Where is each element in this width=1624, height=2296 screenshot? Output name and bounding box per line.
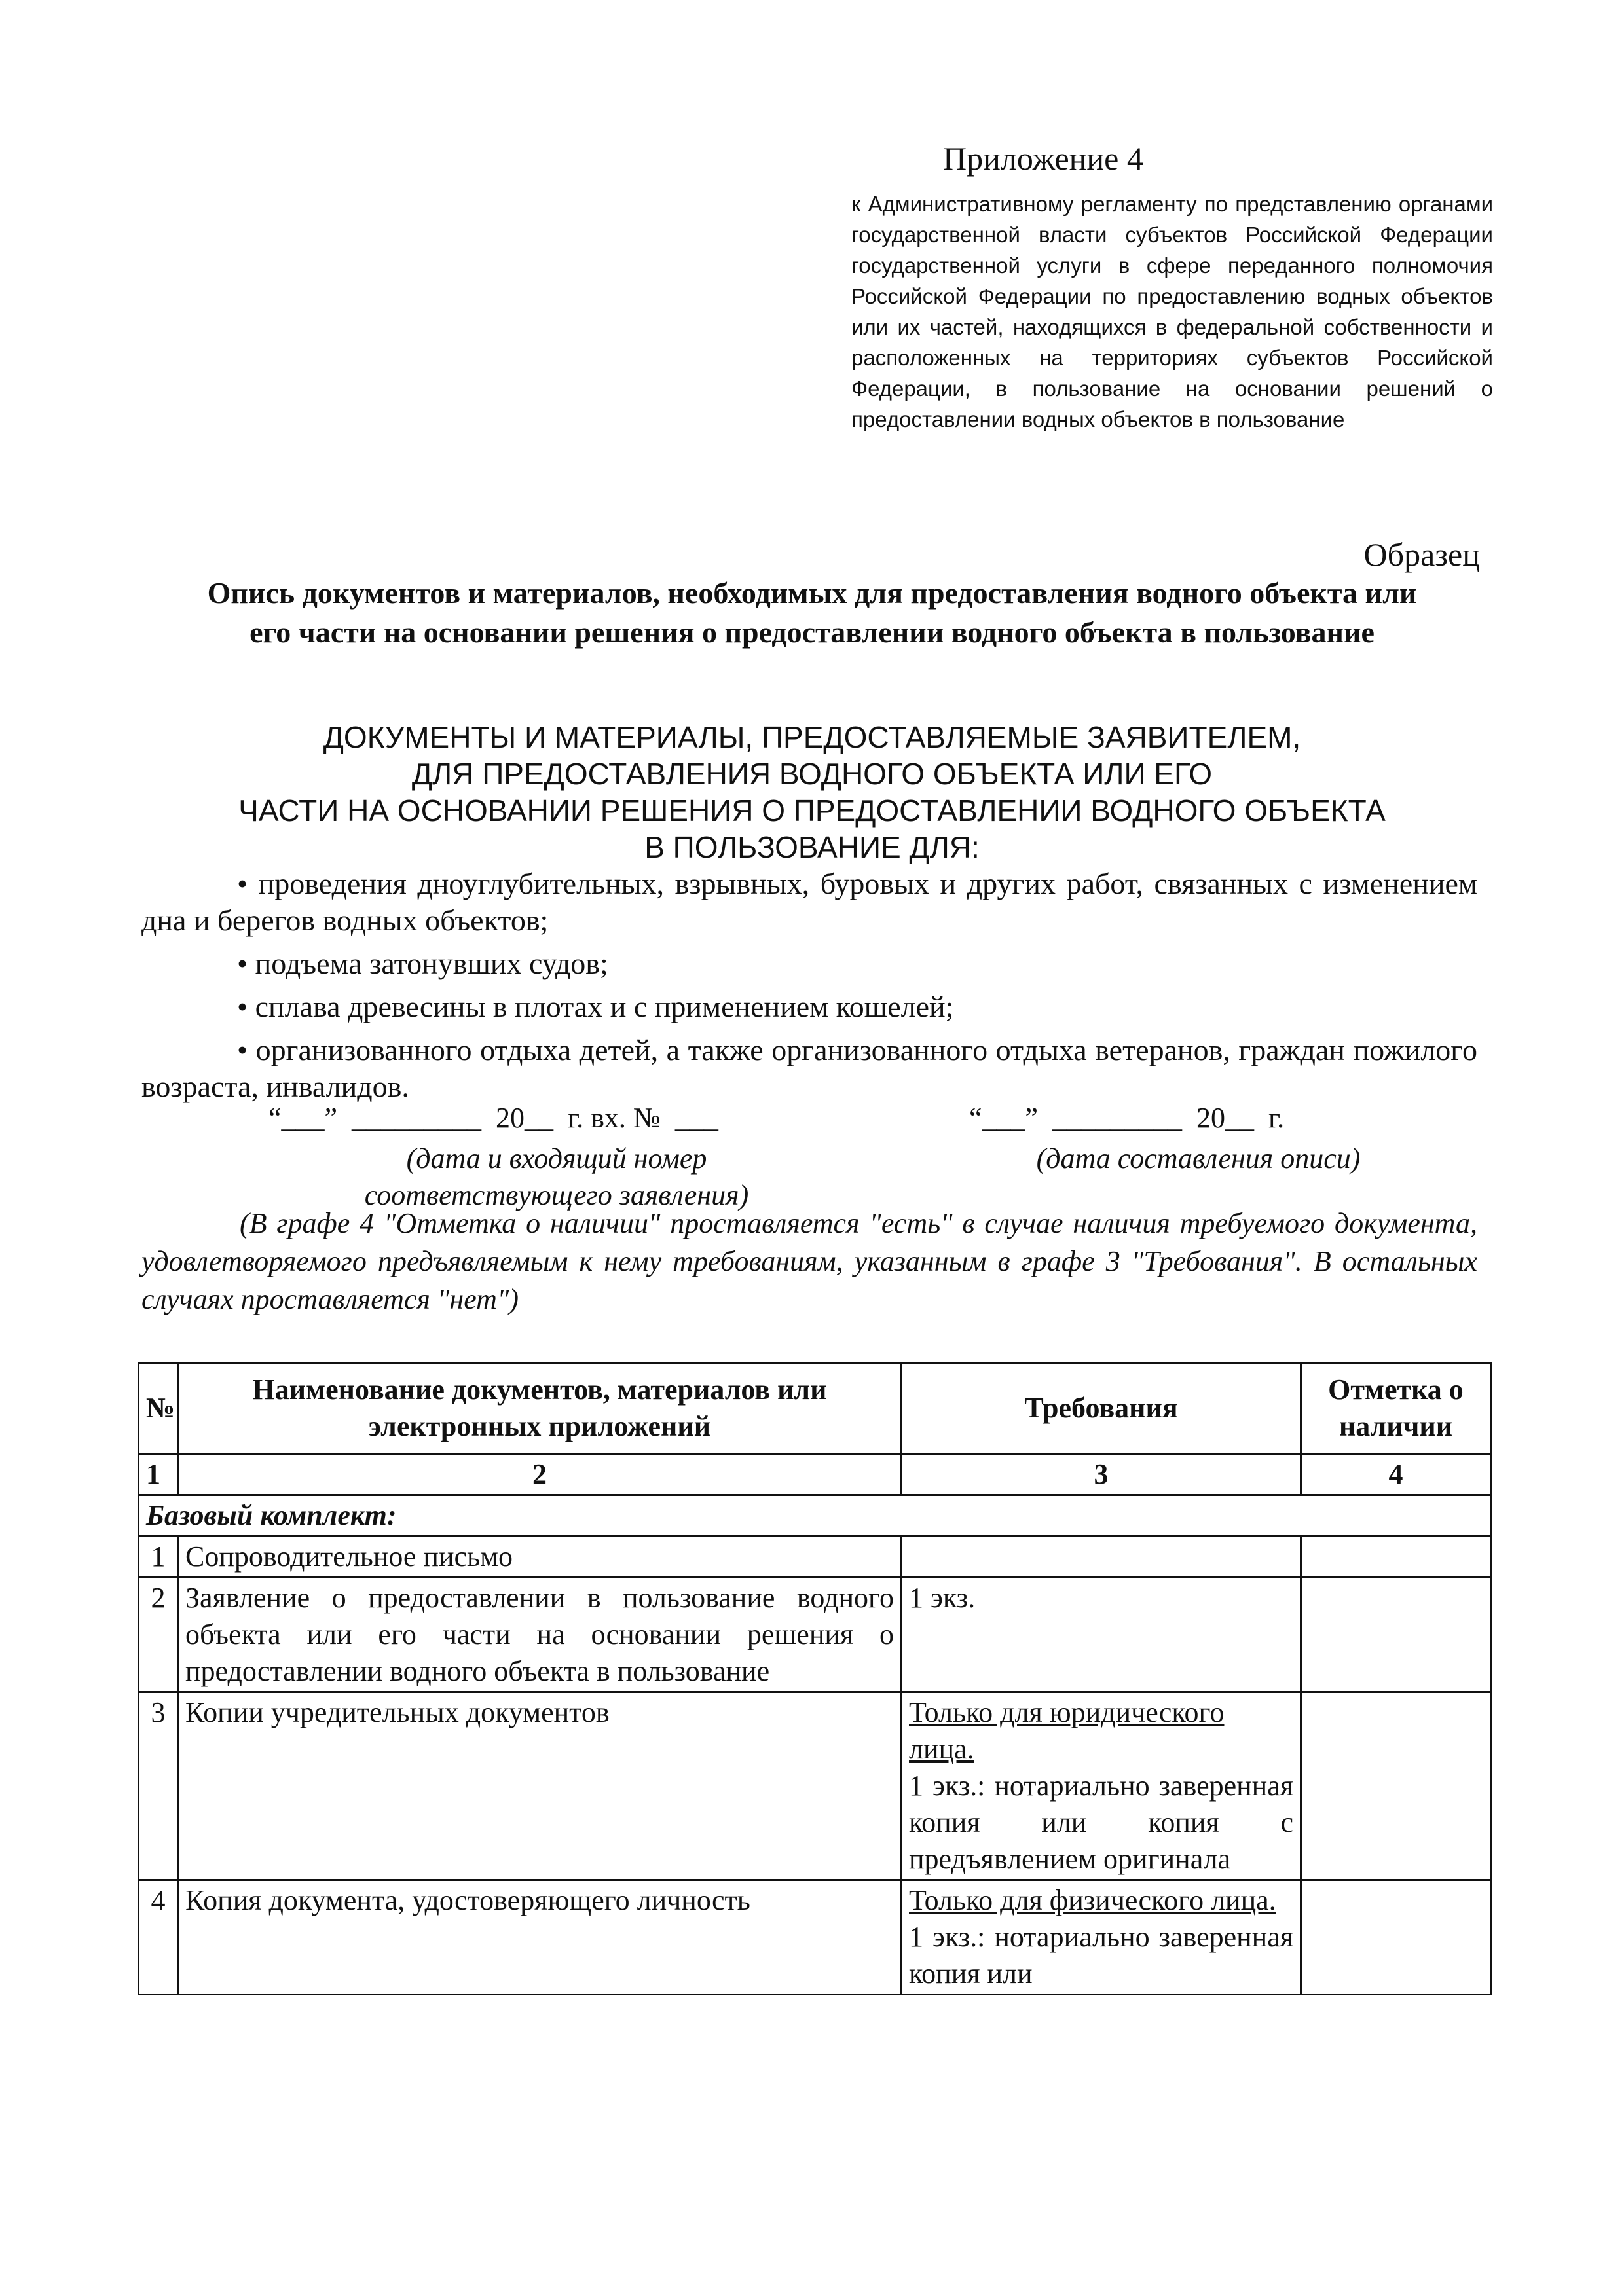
purpose-list bbox=[141, 866, 1477, 1112]
purpose-item: • организованного отдыха детей, а также организованного отдыха ветеранов, граждан пожилого возраста, инвалидов. bbox=[141, 1033, 1477, 1103]
appendix-text: к Административному регламенту по представлению органами государственной власти субъектов Российской Федерации государственной услуги в сфере переданного полномочия Российской Федерации по предоставлению водных объектов или их частей, находящихся в федеральной собственности и расположенных на территориях субъектов Российской Федерации, в пользование на основании решений о предоставлении водных объектов в пользование bbox=[851, 192, 1493, 431]
requirement-text: 1 экз.: нотариально заверенная копия или bbox=[909, 1921, 1293, 1990]
requirement-text: 1 экз.: нотариально заверенная копия или копия с предъявлением оригинала bbox=[909, 1770, 1293, 1875]
requirement-text: 1 экз. bbox=[909, 1582, 976, 1614]
appendix-title: Приложение 4 bbox=[943, 140, 1143, 177]
requirement-heading: Только для физического лица. bbox=[909, 1884, 1276, 1916]
section-row bbox=[139, 1495, 1491, 1537]
header-num: № bbox=[139, 1363, 178, 1454]
purpose-item: • подъема затонувших судов; bbox=[237, 947, 608, 980]
row-mark bbox=[1301, 1692, 1491, 1880]
instruction-note: (В графе 4 "Отметка о наличии" проставляется "есть" в случае наличия требуемого документа, удовлетворяемого предъявляемым к нему требованиям, указанным в графе 3 "Требования". В остальных случаях проставляется "нет") bbox=[141, 1207, 1477, 1315]
header-name: Наименование документов, материалов или электронных приложений bbox=[178, 1363, 902, 1454]
table-header-row bbox=[139, 1363, 1491, 1454]
column-number: 1 bbox=[139, 1454, 178, 1495]
purpose-item: • проведения дноуглубительных, взрывных, буровых и других работ, связанных с изменением дна и берегов водных объектов; bbox=[141, 867, 1477, 937]
row-mark bbox=[1301, 1880, 1491, 1995]
column-number-row bbox=[139, 1454, 1491, 1495]
caps-heading-line: ДЛЯ ПРЕДОСТАВЛЕНИЯ ВОДНОГО ОБЪЕКТА ИЛИ ЕГО bbox=[411, 757, 1213, 791]
column-number: 4 bbox=[1301, 1454, 1491, 1495]
column-number: 2 bbox=[178, 1454, 902, 1495]
caps-heading-line: ЧАСТИ НА ОСНОВАНИИ РЕШЕНИЯ О ПРЕДОСТАВЛЕНИИ ВОДНОГО ОБЪЕКТА bbox=[238, 793, 1386, 828]
row-num: 3 bbox=[139, 1692, 178, 1880]
incoming-date-field: “___” _________ 20__ г. вх. № ___ bbox=[268, 1102, 718, 1134]
section-label: Базовый комплект: bbox=[139, 1495, 1491, 1537]
inventory-date-caption: (дата составления описи) bbox=[1036, 1142, 1361, 1175]
table-row bbox=[139, 1880, 1491, 1995]
row-requirements bbox=[902, 1537, 1301, 1578]
header-mark: Отметка о наличии bbox=[1301, 1363, 1491, 1454]
row-name: Сопроводительное письмо bbox=[178, 1537, 902, 1578]
inventory-date-field: “___” _________ 20__ г. bbox=[969, 1102, 1285, 1134]
caps-heading-line: В ПОЛЬЗОВАНИЕ ДЛЯ: bbox=[644, 830, 980, 864]
row-name: Копия документа, удостоверяющего личность bbox=[178, 1880, 902, 1995]
row-requirements bbox=[902, 1692, 1301, 1880]
column-number: 3 bbox=[902, 1454, 1301, 1495]
row-num: 1 bbox=[139, 1537, 178, 1578]
document-title: Опись документов и материалов, необходимых для предоставления водного объекта или его части на основании решения о предоставлении водного объекта в пользование bbox=[207, 576, 1417, 649]
row-mark bbox=[1301, 1578, 1491, 1692]
documents-table bbox=[138, 1362, 1492, 1995]
row-mark bbox=[1301, 1537, 1491, 1578]
row-num: 2 bbox=[139, 1578, 178, 1692]
row-name: Копии учредительных документов bbox=[178, 1692, 902, 1880]
table-row bbox=[139, 1537, 1491, 1578]
caps-heading bbox=[131, 719, 1493, 866]
header-requirements: Требования bbox=[902, 1363, 1301, 1454]
requirement-heading: Только для юридического лица. bbox=[909, 1696, 1225, 1765]
row-name: Заявление о предоставлении в пользование водного объекта или его части на основании решения о предоставлении водного объекта в пользование bbox=[178, 1578, 902, 1692]
incoming-date-caption: (дата и входящий номер соответствующего заявления) bbox=[364, 1142, 749, 1211]
appendix-block bbox=[851, 137, 1493, 435]
row-num: 4 bbox=[139, 1880, 178, 1995]
table-row bbox=[139, 1692, 1491, 1880]
table-row bbox=[139, 1578, 1491, 1692]
purpose-item: • сплава древесины в плотах и с применением кошелей; bbox=[237, 990, 954, 1023]
row-requirements bbox=[902, 1880, 1301, 1995]
sample-label: Образец bbox=[1363, 536, 1480, 573]
row-requirements bbox=[902, 1578, 1301, 1692]
caps-heading-line: ДОКУМЕНТЫ И МАТЕРИАЛЫ, ПРЕДОСТАВЛЯЕМЫЕ ЗАЯВИТЕЛЕМ, bbox=[323, 720, 1301, 754]
